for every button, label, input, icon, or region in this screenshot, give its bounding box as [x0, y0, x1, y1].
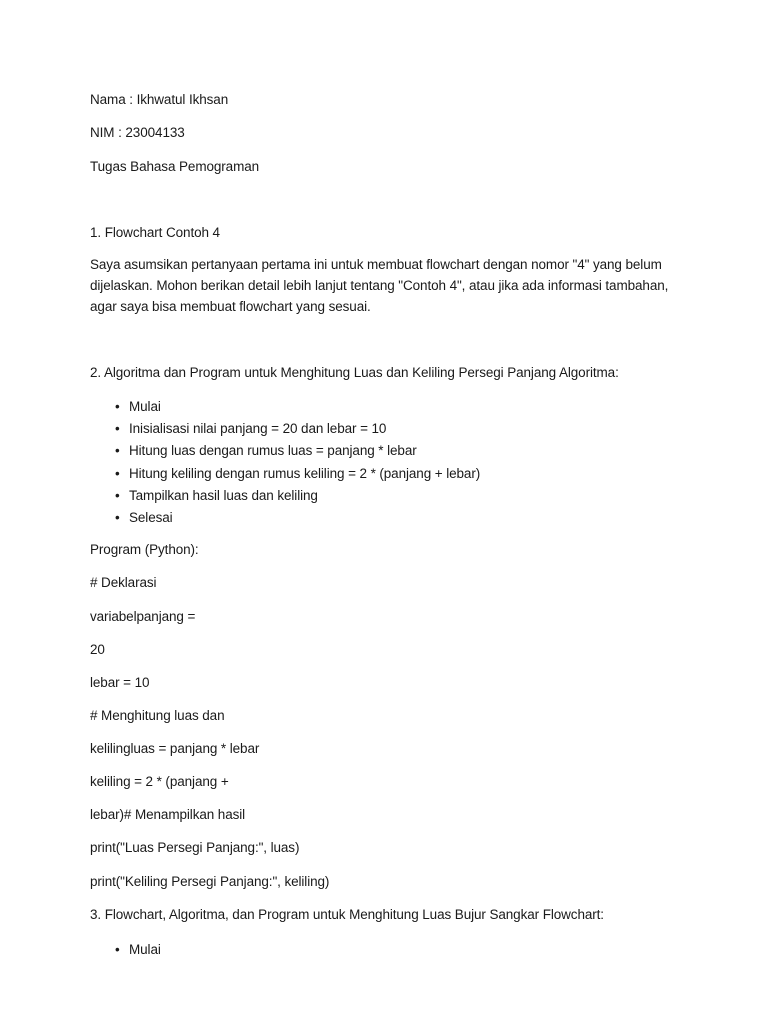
bullet-icon: •: [115, 509, 120, 525]
list-item: [90, 485, 480, 507]
list-item-text: Hitung luas dengan rumus luas = panjang * lebar: [129, 443, 417, 459]
section-1-heading: 1. Flowchart Contoh 4: [90, 225, 220, 240]
list-item-text: Inisialisasi nilai panjang = 20 dan lebar = 10: [129, 421, 387, 437]
list-item: [90, 396, 480, 418]
section-2-heading: 2. Algoritma dan Program untuk Menghitung Luas dan Keliling Persegi Panjang Algoritma:: [90, 365, 619, 380]
list-item-text: Tampilkan hasil luas dan keliling: [129, 487, 318, 503]
code-line: lebar)# Menampilkan hasil: [90, 807, 246, 822]
list-item: [90, 440, 480, 462]
program-label: Program (Python):: [90, 542, 199, 557]
bullet-icon: •: [115, 942, 120, 957]
list-item: [90, 463, 480, 485]
code-line: keliling = 2 * (panjang +: [90, 774, 229, 789]
list-item: [90, 418, 480, 440]
list-item-text: Hitung keliling dengan rumus keliling = 2 * (panjang + lebar): [129, 465, 481, 481]
code-line: # Menghitung luas dan: [90, 708, 225, 723]
code-line: lebar = 10: [90, 675, 150, 690]
code-line: kelilingluas = panjang * lebar: [90, 741, 260, 756]
student-name: Nama : Ikhwatul Ikhsan: [90, 92, 229, 107]
bullet-icon: •: [115, 443, 120, 459]
list-item-text: Mulai: [129, 942, 161, 957]
algorithm-steps-list: [90, 396, 480, 529]
bullet-icon: •: [115, 465, 120, 481]
section-1-paragraph: Saya asumsikan pertanyaan pertama ini untuk membuat flowchart dengan nomor "4" yang belum dijelaskan. Mohon berikan detail lebih lanjut tentang "Contoh 4", atau jika ada informasi tambahan, agar saya bisa membuat flowchart yang sesuai.: [90, 257, 669, 314]
list-item: [90, 507, 480, 529]
code-line: # Deklarasi: [90, 575, 157, 590]
code-line: variabelpanjang =: [90, 609, 196, 624]
bullet-icon: •: [115, 487, 120, 503]
code-line: print("Keliling Persegi Panjang:", keliling): [90, 874, 330, 889]
section-3-heading: 3. Flowchart, Algoritma, dan Program untuk Menghitung Luas Bujur Sangkar Flowchart:: [90, 907, 604, 922]
bullet-icon: •: [115, 399, 120, 414]
list-item-text: Mulai: [129, 399, 161, 414]
code-line: 20: [90, 642, 105, 657]
course-title: Tugas Bahasa Pemograman: [90, 159, 260, 174]
list-item: [90, 939, 161, 961]
code-line: print("Luas Persegi Panjang:", luas): [90, 840, 300, 855]
student-nim: NIM : 23004133: [90, 125, 185, 140]
flowchart-steps-list: [90, 939, 161, 961]
bullet-icon: •: [115, 421, 120, 437]
list-item-text: Selesai: [129, 509, 173, 525]
